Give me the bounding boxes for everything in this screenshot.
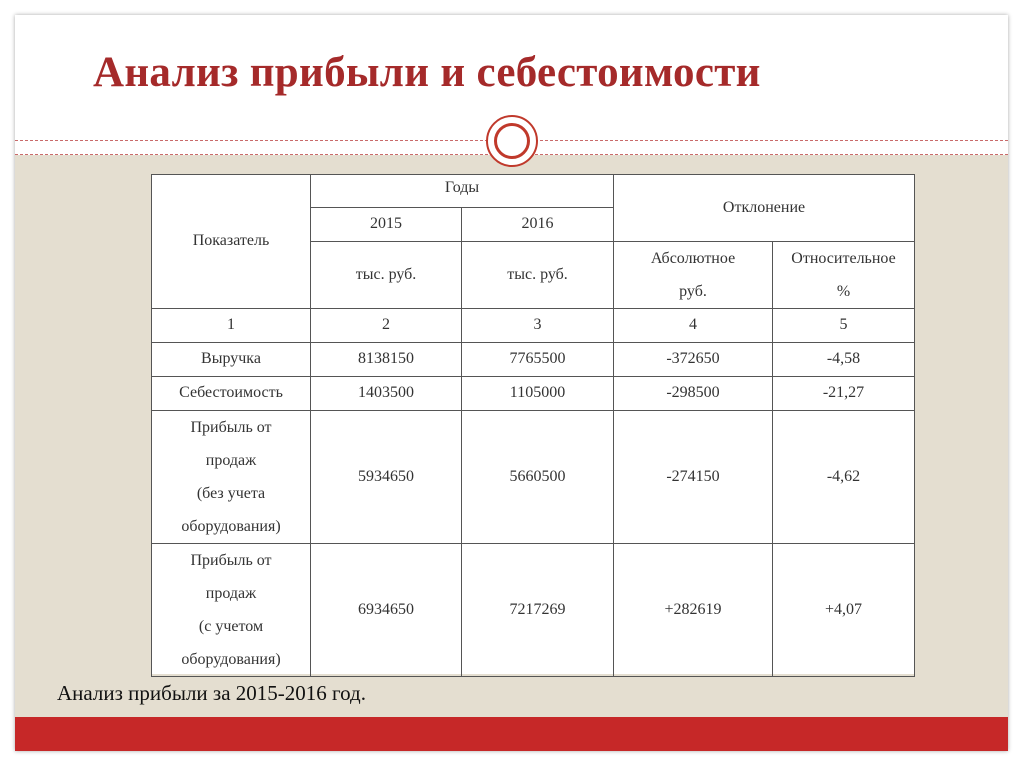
slide-title: Анализ прибыли и себестоимости [93,49,761,96]
value-relative: -4,62 [773,411,915,544]
value-absolute: -372650 [614,343,773,377]
table-row-profit-without-equipment [152,411,915,544]
header-relative [773,242,915,309]
value-2016: 5660500 [462,411,614,544]
header-relative-unit: % [836,283,851,300]
column-number-5: 5 [773,309,915,343]
value-absolute: -298500 [614,377,773,411]
value-2016: 7217269 [462,544,614,677]
row-label-line: оборудования) [181,518,281,535]
table-row-cost [152,377,915,411]
column-number-3: 3 [462,309,614,343]
column-number-1: 1 [152,309,311,343]
value-2015: 1403500 [311,377,462,411]
value-2015: 8138150 [311,343,462,377]
column-number-4: 4 [614,309,773,343]
header-relative-label: Относительное [791,250,896,267]
header-years: Годы [311,175,614,208]
header-year-2015: 2015 [311,208,462,242]
column-number-row [152,309,915,343]
value-relative: -21,27 [773,377,915,411]
value-absolute: +282619 [614,544,773,677]
header-indicator: Показатель [152,175,311,309]
header-absolute [614,242,773,309]
table-row-revenue [152,343,915,377]
profit-cost-table [151,174,915,677]
header-unit-2016: тыс. руб. [462,242,614,309]
header-absolute-label: Абсолютное [650,250,736,267]
header-unit-2015: тыс. руб. [311,242,462,309]
value-absolute: -274150 [614,411,773,544]
value-2015: 5934650 [311,411,462,544]
header-deviation: Отклонение [614,175,915,242]
row-label-line: Прибыль от [190,552,272,569]
row-label-line: (с учетом [198,618,264,635]
header-absolute-unit: руб. [679,283,707,300]
value-2016: 7765500 [462,343,614,377]
value-relative: -4,58 [773,343,915,377]
row-label-line: Прибыль от [190,419,272,436]
value-2015: 6934650 [311,544,462,677]
row-label-line: (без учета [196,485,266,502]
header-year-2016: 2016 [462,208,614,242]
row-label [152,544,311,677]
header-row-1 [152,175,915,208]
value-2016: 1105000 [462,377,614,411]
row-label-line: продаж [205,585,257,602]
column-number-2: 2 [311,309,462,343]
footer-bar [15,717,1008,751]
row-label: Себестоимость [152,377,311,411]
row-label [152,411,311,544]
row-label-line: оборудования) [181,651,281,668]
profit-table-container [151,174,914,674]
table-row-profit-with-equipment [152,544,915,677]
row-label: Выручка [152,343,311,377]
circle-ornament-icon [486,115,538,167]
row-label-line: продаж [205,452,257,469]
value-relative: +4,07 [773,544,915,677]
table-caption: Анализ прибыли за 2015-2016 год. [57,681,366,705]
